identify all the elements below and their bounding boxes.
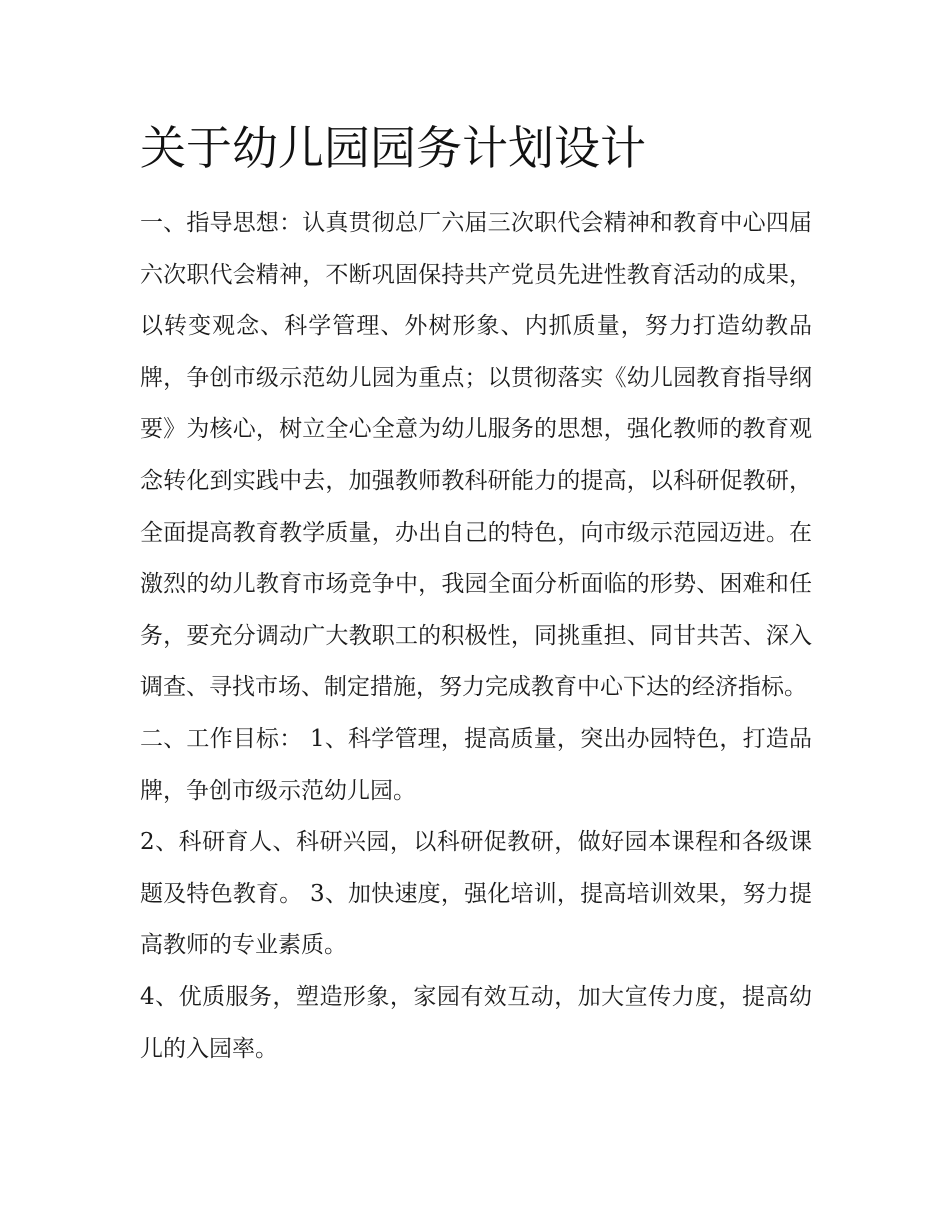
- paragraph-guiding-thought: 一、指导思想：认真贯彻总厂六届三次职代会精神和教育中心四届六次职代会精神，不断巩固保持共产党员先进性教育活动的成果，以转变观念、科学管理、外树形象、内抓质量，努力打造幼教品牌，争创市级示范幼儿园为重点；以贯彻落实《幼儿园教育指导纲要》为核心，树立全心全意为幼儿服务的思想，强化教师的教育观念转化到实践中去，加强教师教科研能力的提高，以科研促教研，全面提高教育教学质量，办出自己的特色，向市级示范园迈进。在激烈的幼儿教育市场竞争中，我园全面分析面临的形势、困难和任务，要充分调动广大教职工的积极性，同挑重担、同甘共苦、深入调查、寻找市场、制定措施，努力完成教育中心下达的经济指标。: [140, 210, 812, 701]
- document-title: 关于幼儿园园务计划设计: [140, 121, 646, 175]
- paragraph-goal-4: 4、优质服务，塑造形象，家园有效互动，加大宣传力度，提高幼儿的入园率。: [140, 983, 812, 1062]
- paragraph-work-goals: 二、工作目标： 1、科学管理，提高质量，突出办园特色，打造品牌，争创市级示范幼儿园。: [140, 725, 812, 804]
- paragraph-goals-2-3: 2、科研育人、科研兴园，以科研促教研，做好园本课程和各级课题及特色教育。 3、加快速度，强化培训，提高培训效果，努力提高教师的专业素质。: [140, 829, 812, 959]
- document-body: [140, 198, 812, 1075]
